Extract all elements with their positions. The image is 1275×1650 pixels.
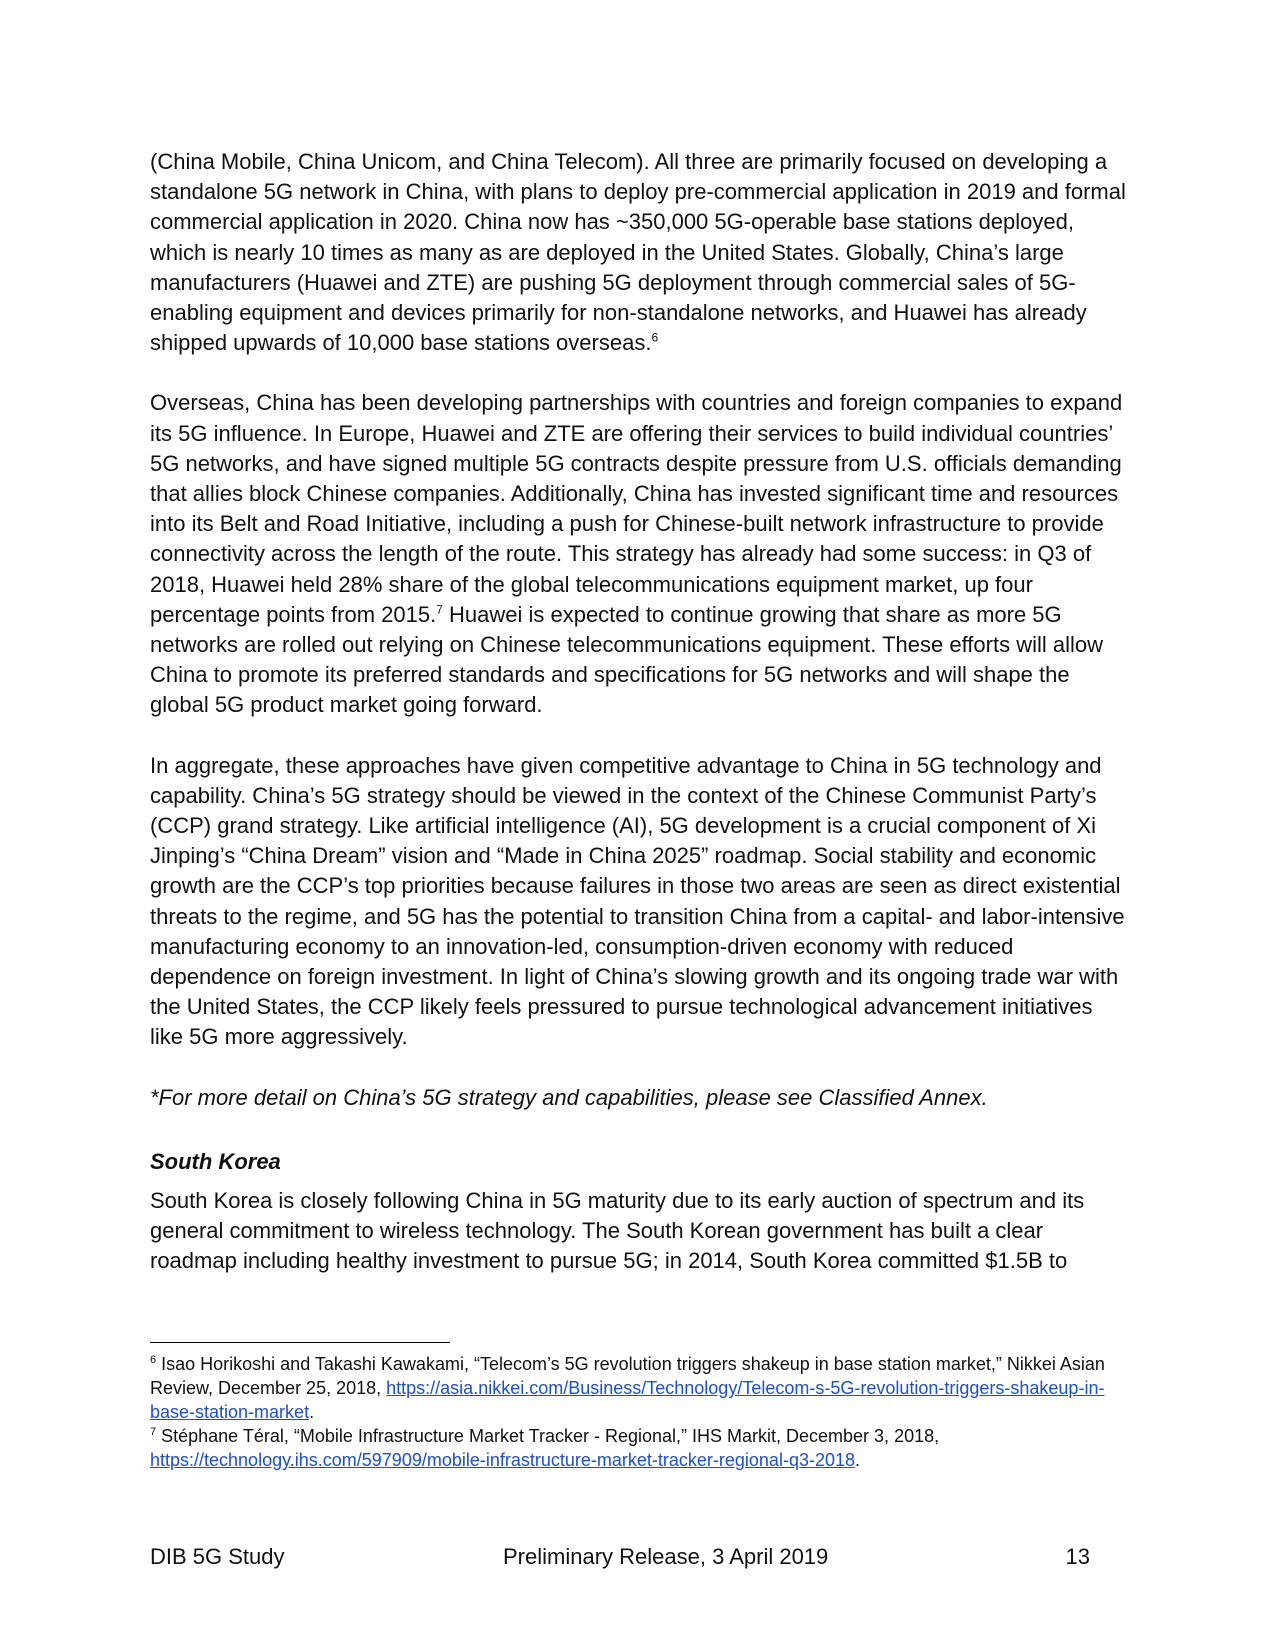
footnote-separator — [150, 1342, 450, 1343]
paragraph-text-continued: Huawei is expected to continue growing that share as more 5G networks are rolled out relying on Chinese telecommunications equipment. These efforts will allow China to promote its preferred standards and specifications for 5G networks and will shape the global 5G product market going forward. — [150, 601, 1104, 718]
footnote-end: . — [855, 1450, 861, 1470]
footnote-link[interactable]: https://asia.nikkei.com/Business/Technology/Telecom-s-5G-revolution-triggers-shakeup-in-base-station-market — [150, 1378, 1105, 1422]
footnote-text: Isao Horikoshi and Takashi Kawakami, “Telecom’s 5G revolution triggers shakeup in base station market,” Nikkei Asian Review, December 25, 2018, — [150, 1354, 1105, 1398]
footnote-6 — [150, 1352, 1130, 1424]
footer-document-title: DIB 5G Study — [150, 1544, 285, 1569]
paragraph-south-korea: South Korea is closely following China in 5G maturity due to its early auction of spectrum and its general commitment to wireless technology. The South Korean government has built a clear roadmap including healthy investment to pursue 5G; in 2014, South Korea committed $1.5B to — [150, 1187, 1085, 1274]
paragraph-text: Overseas, China has been developing partnerships with countries and foreign companies to expand its 5G influence. In Europe, Huawei and ZTE are offering their services to build individual countries’ 5G networks, and have signed multiple 5G contracts despite pressure from U.S. officials demanding that allies block Chinese companies. Additionally, China has invested significant time and resources into its Belt and Road Initiative, including a push for Chinese-built network infrastructure to provide connectivity across the length of the route. This strategy has already had some success: in Q3 of 2018, Huawei held 28% share of the global telecommunications equipment market, up four percentage points from 2015. — [150, 390, 1123, 627]
footnote-text: Stéphane Téral, “Mobile Infrastructure Market Tracker - Regional,” IHS Markit, December 3, 2018, — [156, 1426, 940, 1446]
footnote-ref-6[interactable]: 6 — [651, 330, 659, 345]
footnote-link[interactable]: https://technology.ihs.com/597909/mobile-infrastructure-market-tracker-regional-q3-2018 — [150, 1450, 855, 1470]
footnote-number: 7 — [150, 1426, 157, 1438]
footnote-end: . — [309, 1402, 315, 1422]
page-number: 13 — [1065, 1544, 1090, 1569]
footnote-7 — [150, 1424, 1130, 1472]
paragraph-overseas — [150, 388, 1130, 720]
footnote-number: 6 — [150, 1354, 157, 1366]
classified-annex-note: *For more detail on China’s 5G strategy and capabilities, please see Classified Annex. — [150, 1084, 988, 1110]
paragraph-text: (China Mobile, China Unicom, and China Telecom). All three are primarily focused on developing a standalone 5G network in China, with plans to deploy pre-commercial application in 2019 and formal commercial application in 2020. China now has ~350,000 5G-operable base stations deployed, which is nearly 10 times as many as are deployed in the United States. Globally, China’s large manufacturers (Huawei and ZTE) are pushing 5G deployment through commercial sales of 5G-enabling equipment and devices primarily for non-standalone networks, and Huawei has already shipped upwards of 10,000 base stations overseas. — [150, 149, 1126, 356]
section-heading-south-korea: South Korea — [150, 1148, 281, 1174]
footer-release-date: Preliminary Release, 3 April 2019 — [503, 1544, 829, 1569]
document-body — [150, 147, 1130, 1307]
footnotes — [150, 1352, 1130, 1472]
paragraph-aggregate: In aggregate, these approaches have given competitive advantage to China in 5G technology and capability. China’s 5G strategy should be viewed in the context of the Chinese Communist Party’s (CCP) grand strategy. Like artificial intelligence (AI), 5G development is a crucial component of Xi Jinping’s “China Dream” vision and “Made in China 2025” roadmap. Social stability and economic growth are the CCP’s top priorities because failures in those two areas are seen as direct existential threats to the regime, and 5G has the potential to transition China from a capital- and labor-intensive manufacturing economy to an innovation-led, consumption-driven economy with reduced dependence on foreign investment. In light of China’s slowing growth and its ongoing trade war with the United States, the CCP likely feels pressured to pursue technological advancement initiatives like 5G more aggressively. — [150, 752, 1125, 1050]
footnote-ref-7[interactable]: 7 — [436, 602, 443, 617]
paragraph-china-operators — [150, 147, 1130, 358]
